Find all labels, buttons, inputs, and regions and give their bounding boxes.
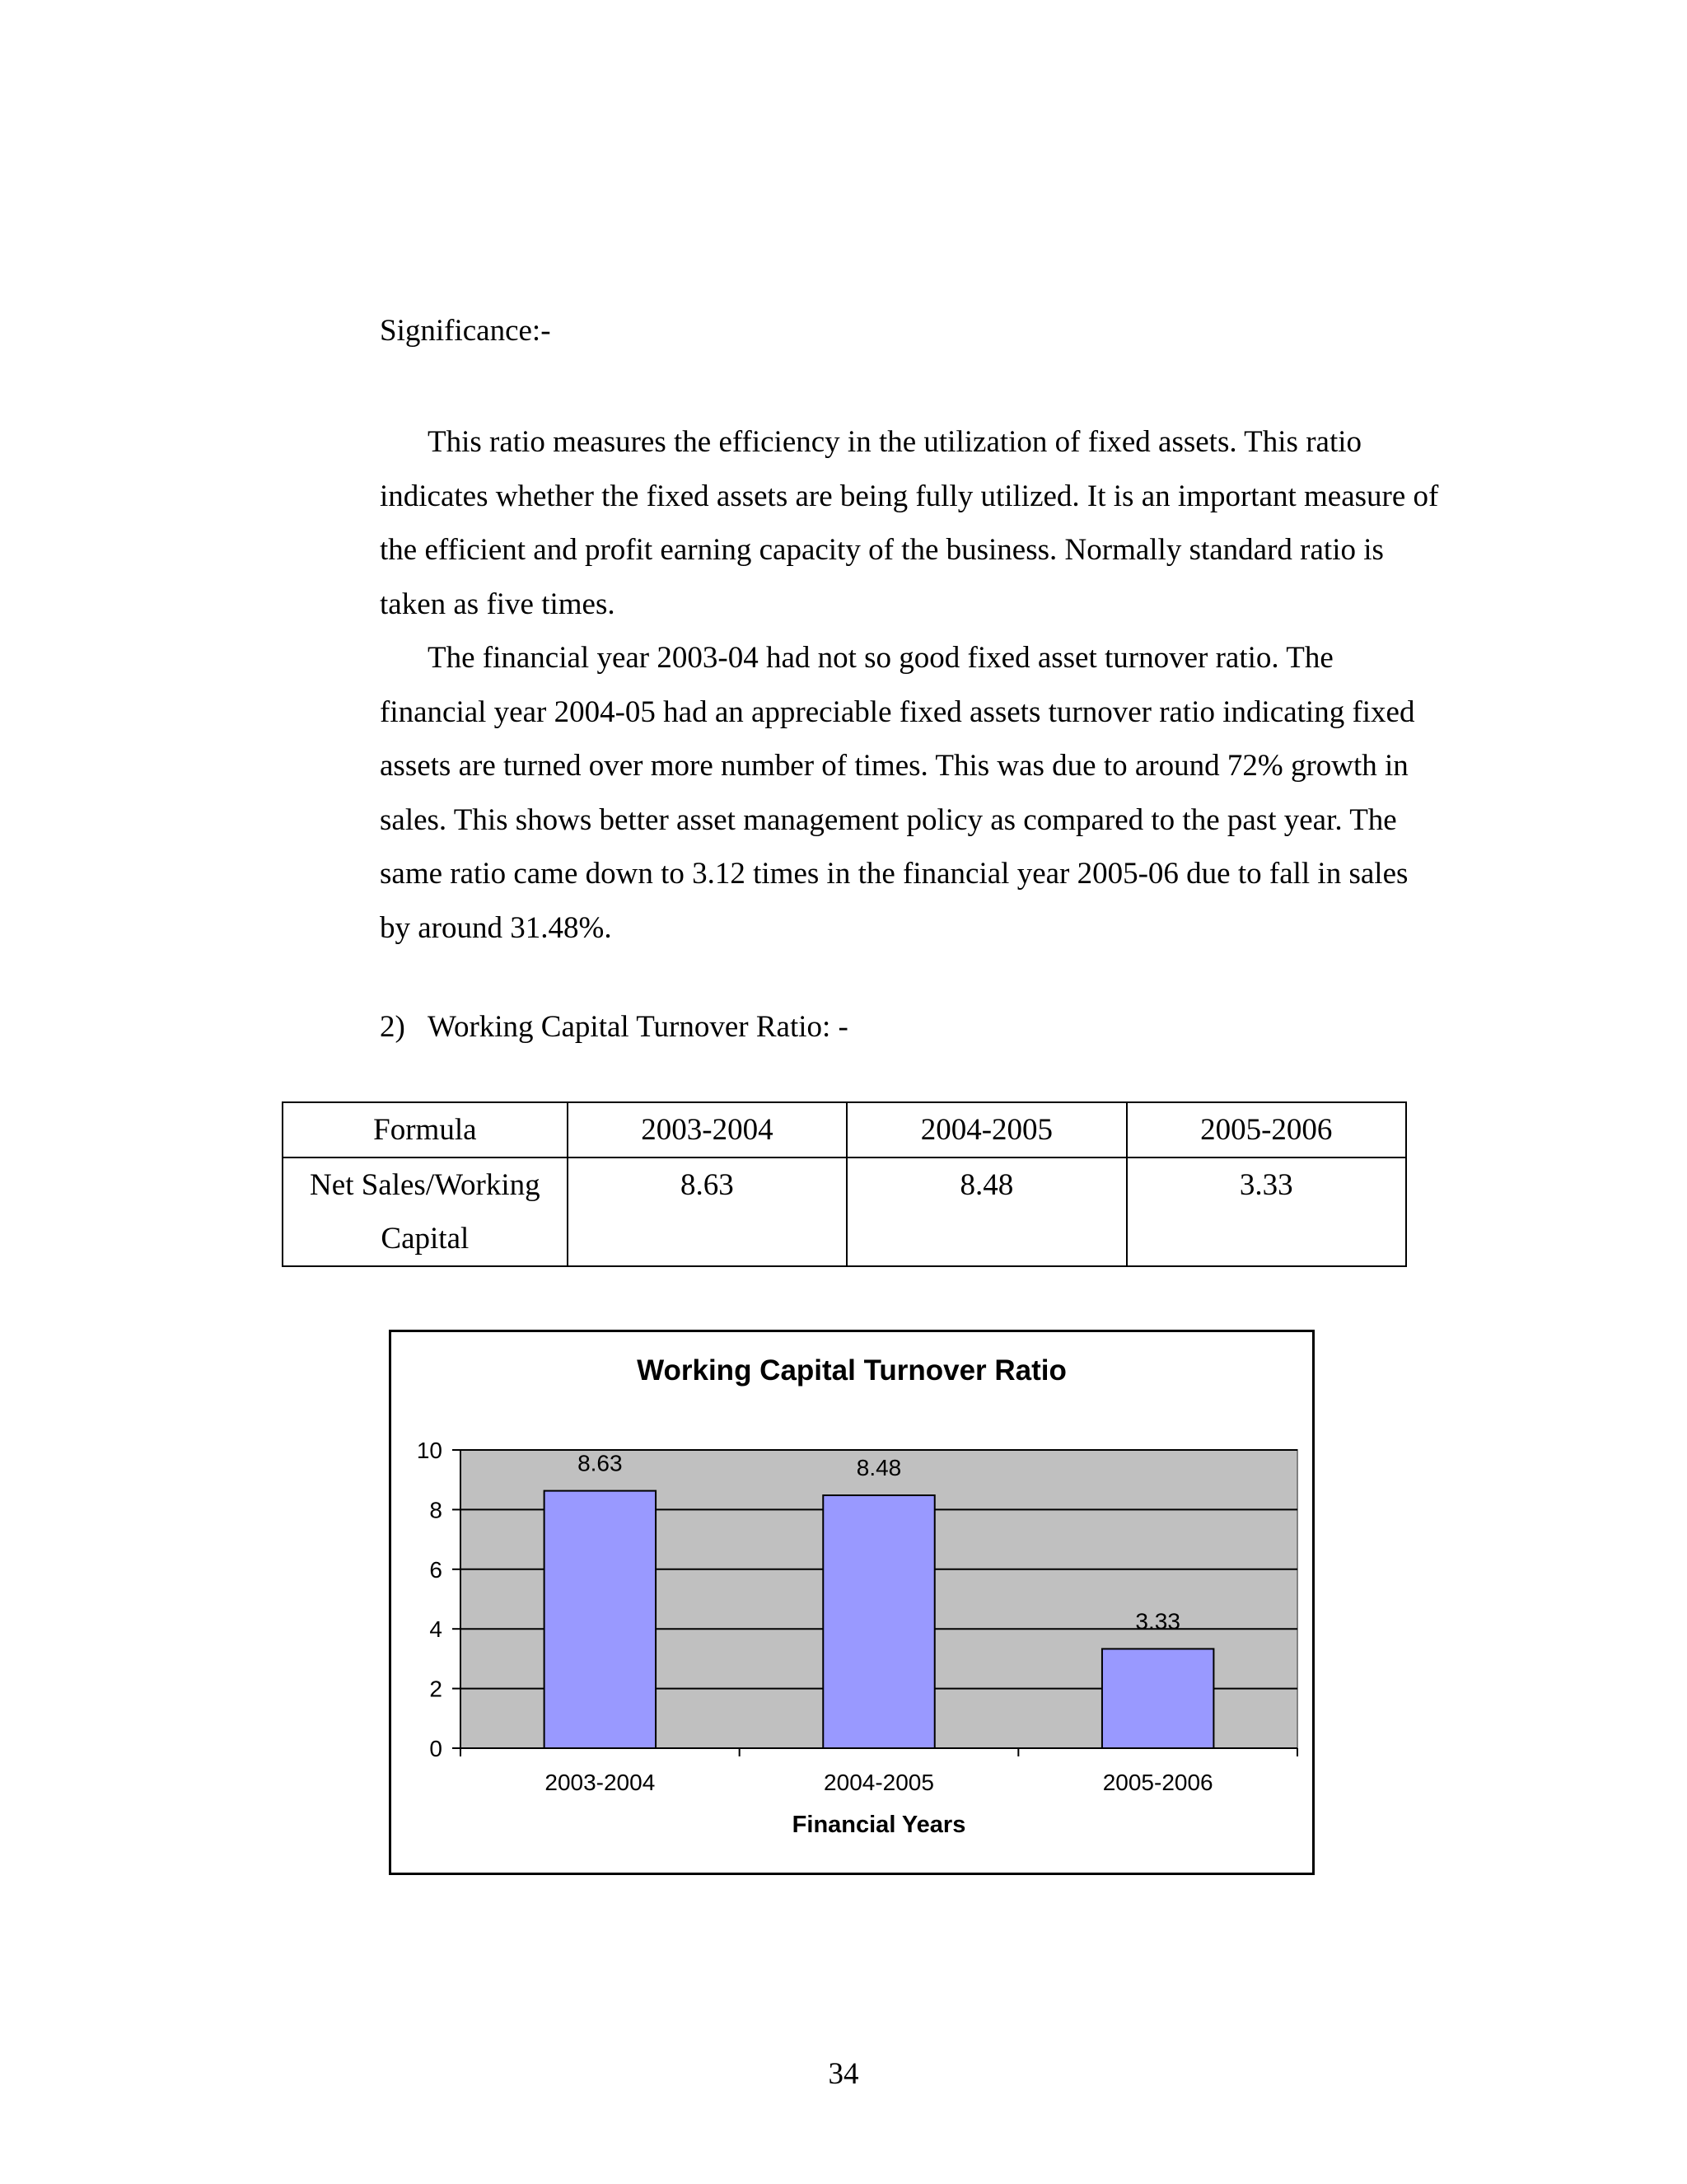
y-tick-label: 0 [429, 1736, 442, 1761]
chart-container [389, 1330, 1315, 1875]
value-cell-3: 3.33 [1127, 1157, 1406, 1266]
header-year-3: 2005-2006 [1127, 1102, 1406, 1157]
formula-cell [283, 1157, 568, 1266]
header-year-1: 2003-2004 [568, 1102, 847, 1157]
value-cell-2: 8.48 [847, 1157, 1126, 1266]
x-tick-label: 2005-2006 [1102, 1770, 1213, 1795]
bar [544, 1491, 656, 1748]
y-tick-label: 4 [429, 1616, 442, 1643]
paragraph-significance: This ratio measures the efficiency in the utilization of fixed assets. This ratio indicates whether the fixed assets are being fully utilized. It is an important measure of the efficient and profit earning capacity of the business. Normally standard ratio is taken as five times. [380, 425, 1439, 621]
header-year-2: 2004-2005 [847, 1102, 1126, 1157]
list-number: 2) [380, 1010, 405, 1044]
bar-chart [391, 1332, 1312, 1873]
formula-line-2: Capital [381, 1222, 470, 1256]
chart-title: Working Capital Turnover Ratio [637, 1354, 1067, 1387]
x-tick-label: 2003-2004 [544, 1770, 656, 1795]
value-cell-1: 8.63 [568, 1157, 847, 1266]
bar [1102, 1649, 1213, 1748]
y-tick-label: 10 [416, 1438, 442, 1463]
paragraph-analysis: The financial year 2003-04 had not so good fixed asset turnover ratio. The financial year 2004-05 had an appreciable fixed assets turnover ratio indicating fixed assets are turned over more number of times. This was due to around 72% growth in sales. This shows better asset management policy as compared to the past year. The same ratio came down to 3.12 times in the financial year 2005-06 due to fall in sales by around 31.48%. [380, 641, 1415, 945]
data-label: 3.33 [1135, 1608, 1180, 1634]
x-tick-label: 2004-2005 [824, 1770, 934, 1795]
ratio-table [282, 1101, 1407, 1267]
section-heading: Significance:- [380, 314, 551, 348]
bar [823, 1495, 934, 1748]
data-label: 8.48 [856, 1455, 902, 1481]
header-formula: Formula [283, 1102, 568, 1157]
data-label: 8.63 [577, 1450, 623, 1476]
table-row [283, 1157, 1406, 1266]
table-header-row [283, 1102, 1406, 1157]
x-axis-title: Financial Years [792, 1812, 966, 1838]
y-tick-label: 2 [429, 1676, 442, 1702]
y-tick-label: 6 [429, 1556, 442, 1583]
formula-line-1: Net Sales/Working [310, 1168, 540, 1202]
y-tick-label: 8 [429, 1497, 442, 1523]
list-item-working-capital [380, 1009, 848, 1045]
page-number: 34 [828, 2057, 859, 2091]
list-item-text: Working Capital Turnover Ratio: - [428, 1010, 848, 1044]
